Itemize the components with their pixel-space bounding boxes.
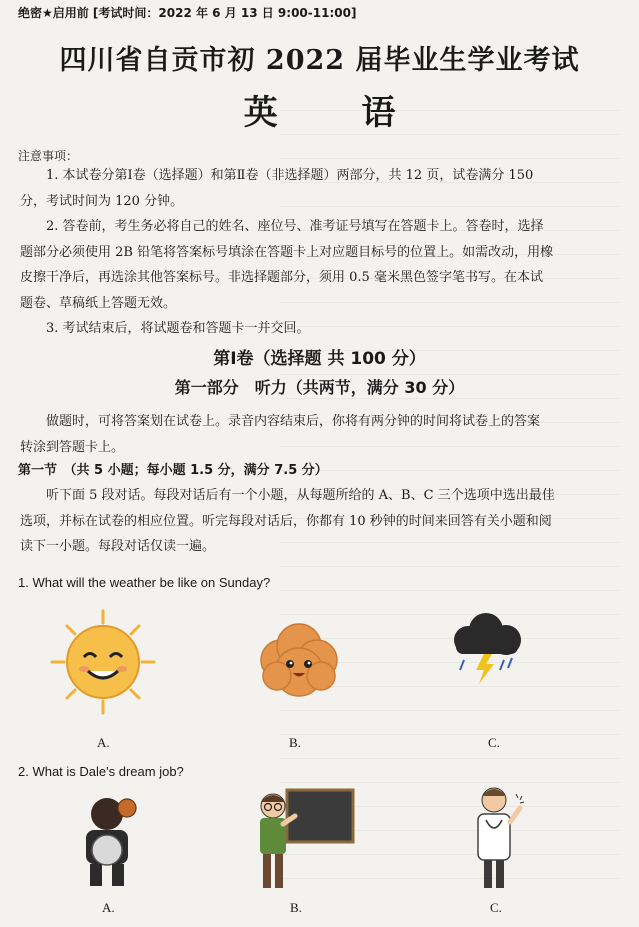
- note-2-line-4: 题卷、草稿纸上答题无效。: [20, 295, 177, 311]
- teacher-icon: [247, 788, 357, 900]
- instr-line-2: 选项，并标在试卷的相应位置。听完每段对话后，你都有 10 秒钟的时间来回答有关小题和阅: [20, 513, 552, 529]
- section1-instructions: [20, 483, 623, 560]
- basketball-player-icon: [72, 792, 142, 896]
- q1-option-b-label: B.: [289, 735, 301, 750]
- exam-title: 四川省自贡市初 2022 届毕业生学业考试: [59, 45, 580, 76]
- intro-line-1: 做题时，可将答案划在试卷上。录音内容结束后，你将有两分钟的时间将试卷上的答案: [46, 414, 541, 429]
- question-2-text: 2. What is Dale's dream job?: [18, 764, 184, 779]
- notes-list: [20, 163, 623, 342]
- instr-line-1: 听下面 5 段对话。每段对话后有一个小题，从每题所给的 A、B、C 三个选项中选出最佳: [46, 488, 555, 503]
- doctor-icon: [466, 784, 526, 896]
- q2-option-c-label: C.: [490, 900, 502, 915]
- thunderstorm-icon: [446, 612, 528, 688]
- listening-intro: [20, 409, 623, 460]
- section1-heading: 第一节 （共 5 小题；每小题 1.5 分，满分 7.5 分）: [18, 463, 328, 478]
- note-3-line-1: 3. 考试结束后，将试题卷和答题卡一并交回。: [46, 321, 310, 336]
- cloudy-icon: [255, 620, 341, 704]
- confidential-header: 绝密★启用前 [考试时间：2022 年 6 月 13 日 9:00-11:00]: [18, 6, 357, 20]
- q1-option-c-label: C.: [488, 735, 500, 750]
- note-1-line-2: 分，考试时间为 120 分钟。: [20, 193, 184, 209]
- listening-section-title: 第一部分 听力（共两节，满分 30 分）: [174, 378, 465, 397]
- q2-option-a-label: A.: [102, 900, 115, 915]
- q1-option-a-label: A.: [97, 735, 110, 750]
- exam-subject: 英 语: [243, 93, 432, 133]
- note-2-line-2: 题部分必须使用 2B 铅笔将答案标号填涂在答题卡上对应题目标号的位置上。如需改动，用橡: [20, 244, 554, 260]
- note-2-line-1: 2. 答卷前，考生务必将自己的姓名、座位号、准考证号填写在答题卡上。答卷时，选择: [46, 219, 544, 234]
- note-1-line-1: 1. 本试卷分第Ⅰ卷（选择题）和第Ⅱ卷（非选择题）两部分，共 12 页，试卷满分 150: [46, 168, 534, 183]
- notes-label: 注意事项：: [18, 149, 79, 163]
- question-1-text: 1. What will the weather be like on Sunday?: [18, 575, 271, 590]
- instr-line-3: 读下一小题。每段对话仅读一遍。: [20, 539, 216, 554]
- note-2-line-3: 皮擦干净后，再选涂其他答案标号。非选择题部分，须用 0.5 毫米黑色签字笔书写。在本试: [20, 270, 543, 285]
- q2-option-b-label: B.: [290, 900, 302, 915]
- intro-line-2: 转涂到答题卡上。: [20, 439, 125, 455]
- part1-title: 第Ⅰ卷（选择题 共 100 分）: [213, 349, 426, 369]
- sunny-icon: [48, 607, 158, 721]
